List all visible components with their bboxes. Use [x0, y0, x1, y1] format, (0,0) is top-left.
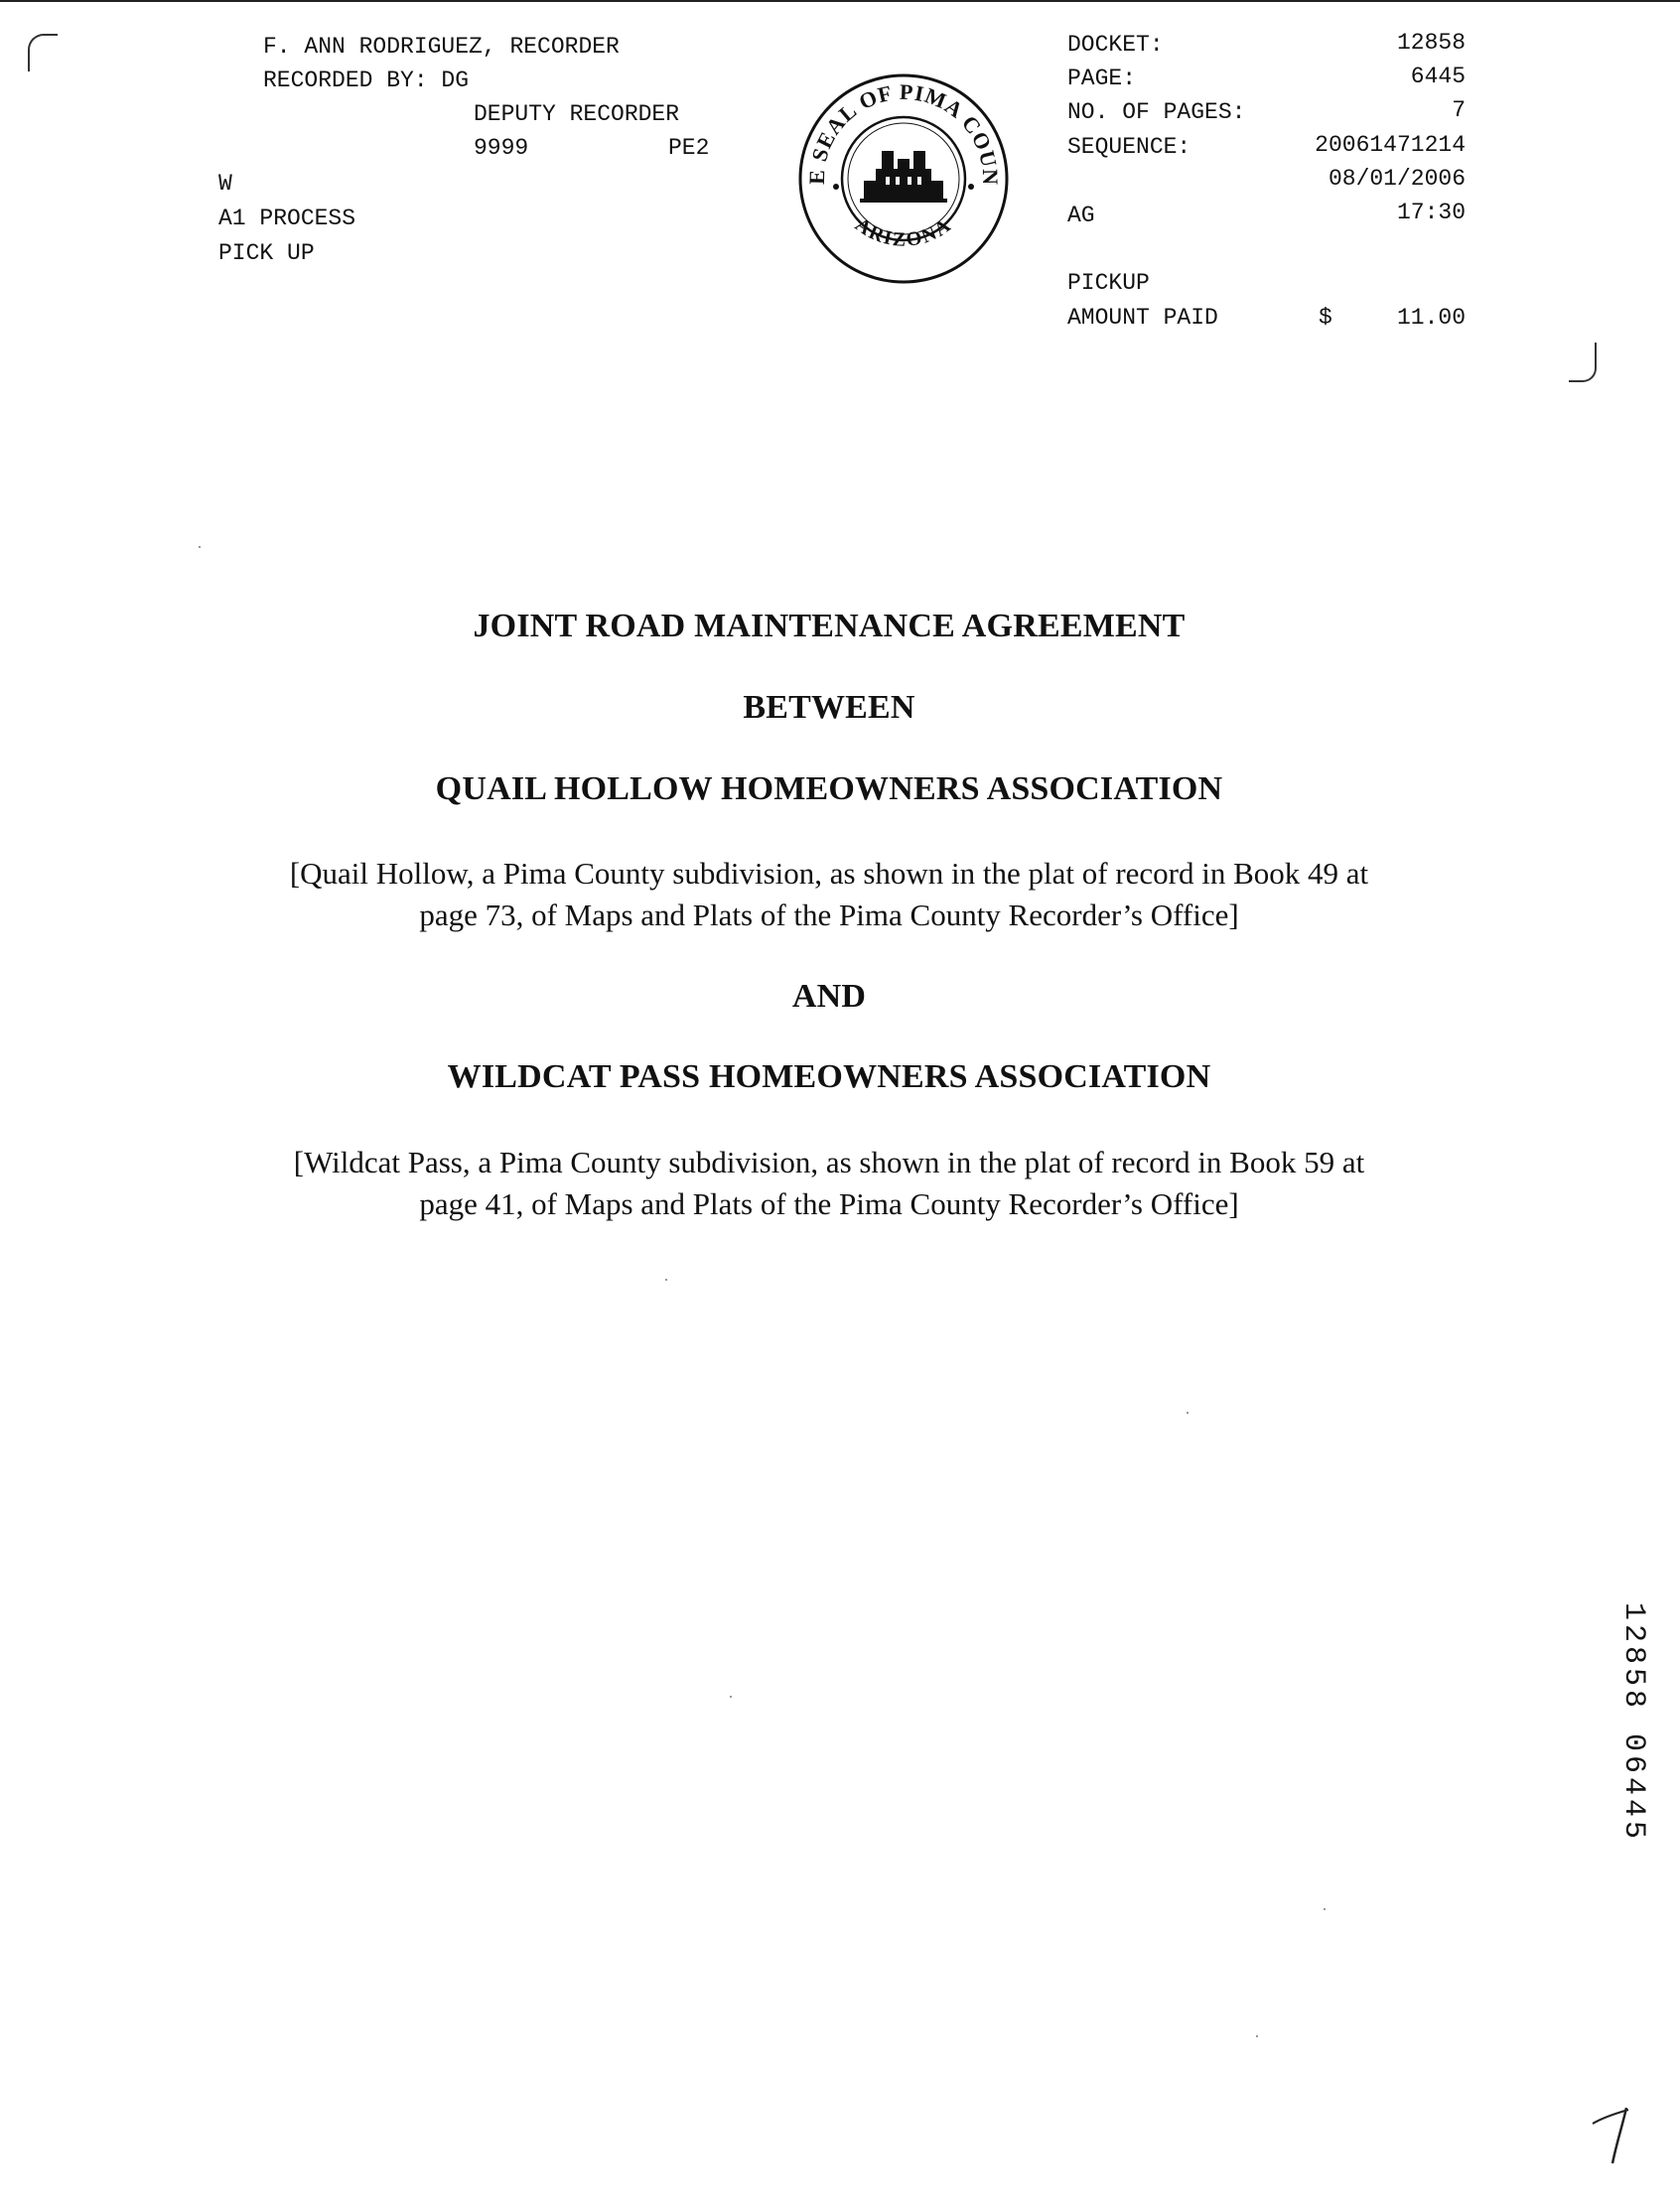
- stamp-char: 0: [1616, 1732, 1650, 1751]
- amount-paid-label: AMOUNT PAID: [1067, 305, 1218, 331]
- stamp-char: 6: [1616, 1754, 1650, 1773]
- handwritten-seven-icon: [1589, 2100, 1658, 2169]
- currency-symbol: $: [1319, 305, 1332, 331]
- recorder-line: F. ANN RODRIGUEZ, RECORDER: [263, 34, 620, 60]
- seal-text-top: E SEAL OF PIMA COUN: [803, 78, 1004, 187]
- sequence-label: SEQUENCE:: [1067, 134, 1191, 160]
- scan-speck: [1256, 2035, 1258, 2037]
- pima-county-seal: [794, 69, 1013, 288]
- party-one-description-line2: page 73, of Maps and Plats of the Pima County Recorder’s Office]: [419, 898, 1239, 932]
- pickup-label: PICKUP: [1067, 270, 1150, 296]
- stamp-char: 4: [1616, 1798, 1650, 1817]
- code-a: 9999: [474, 135, 529, 161]
- scan-speck: [199, 546, 201, 548]
- stamp-char: 1: [1616, 1601, 1650, 1620]
- pickup-line: PICK UP: [218, 240, 315, 266]
- scan-speck: [730, 1696, 732, 1698]
- seal-text-bottom: ARIZONA: [851, 213, 956, 251]
- corner-crop-mark: [28, 34, 58, 71]
- ag-label: AG: [1067, 203, 1095, 228]
- recorded-by: RECORDED BY: DG: [263, 68, 470, 93]
- stamp-char: 2: [1616, 1623, 1650, 1642]
- scan-speck: [665, 1279, 667, 1281]
- scan-speck: [1324, 1908, 1326, 1910]
- process-line: A1 PROCESS: [218, 206, 356, 231]
- scan-speck: [1187, 1412, 1189, 1414]
- page-value: 6445: [1410, 64, 1466, 89]
- agreement-title: JOINT ROAD MAINTENANCE AGREEMENT: [473, 608, 1186, 644]
- stamp-char: 8: [1616, 1645, 1650, 1664]
- seal-icon: [794, 69, 1013, 288]
- between-heading: BETWEEN: [743, 689, 915, 726]
- top-rule: [0, 0, 1680, 2]
- sequence-value: 20061471214: [1315, 132, 1466, 158]
- code-b: PE2: [668, 135, 710, 161]
- stamp-char: 5: [1616, 1820, 1650, 1839]
- stamp-char: 8: [1616, 1689, 1650, 1708]
- party-one-heading: QUAIL HOLLOW HOMEOWNERS ASSOCIATION: [435, 770, 1223, 807]
- w-mark: W: [218, 171, 232, 197]
- date-value: 08/01/2006: [1328, 166, 1466, 192]
- party-one-description-line1: [Quail Hollow, a Pima County subdivision, as shown in the plat of record in Book 49 at: [289, 856, 1369, 891]
- corner-crop-mark-right: [1569, 343, 1597, 382]
- pages-label: NO. OF PAGES:: [1067, 99, 1246, 125]
- stamp-char: 4: [1616, 1776, 1650, 1795]
- svg-text:ARIZONA: [851, 213, 956, 251]
- page-label: PAGE:: [1067, 66, 1137, 91]
- party-two-heading: WILDCAT PASS HOMEOWNERS ASSOCIATION: [447, 1058, 1211, 1095]
- amount-paid-value: 11.00: [1396, 305, 1466, 331]
- docket-value: 12858: [1396, 30, 1466, 56]
- and-heading: AND: [791, 978, 867, 1015]
- handwritten-page-mark: [1589, 2100, 1658, 2169]
- party-two-description-line2: page 41, of Maps and Plats of the Pima County Recorder’s Office]: [419, 1186, 1239, 1221]
- side-document-stamp: [1613, 1600, 1653, 1841]
- docket-label: DOCKET:: [1067, 32, 1164, 58]
- deputy-recorder: DEPUTY RECORDER: [474, 101, 680, 127]
- time-value: 17:30: [1396, 200, 1466, 225]
- party-two-description-line1: [Wildcat Pass, a Pima County subdivision, as shown in the plat of record in Book 59 at: [293, 1145, 1365, 1179]
- pages-value: 7: [1452, 97, 1466, 123]
- stamp-char: 5: [1616, 1667, 1650, 1686]
